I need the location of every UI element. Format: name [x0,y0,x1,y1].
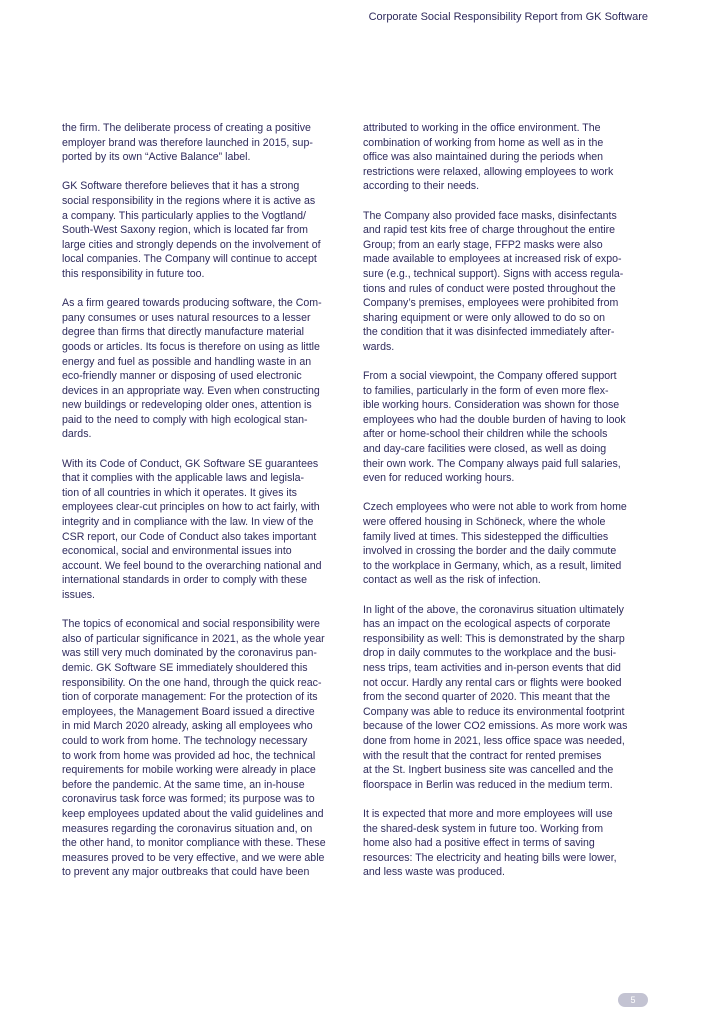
right-text-column [363,121,648,894]
paragraph: With its Code of Conduct, GK Software SE guarantees that it complies with the applicable laws and legisla- tion of all countries in which it operates. It gives its employees clear-cut principles on how to act fairly, with integrity and in compliance with the law. In view of the CSR report, our Code of Conduct also takes important economical, social and environmental issues into account. We feel bound to the overarching national and international standards in order to comply with these issues. [62,457,322,601]
paragraph: the firm. The deliberate process of creating a positive employer brand was therefore launched in 2015, sup- ported by its own “Active Balance” label. [62,122,313,164]
paragraph: It is expected that more and more employees will use the shared-desk system in future too. Working from home also had a positive effect in terms of saving resources: The electricity and heating bills were lower, and less waste was produced. [363,807,617,879]
running-header: Corporate Social Responsibility Report from GK Software [368,11,648,23]
page-number-badge: 5 [618,993,648,1007]
paragraph: In light of the above, the coronavirus situation ultimately has an impact on the ecological aspects of corporate responsibility as well: This is demonstrated by the sharp drop in daily commutes to the workplace and the busi- ness trips, team activities and in-person events that did not occur. Hardly any rental cars or flights were booked from the second quarter of 2020. This meant that the Company was able to reduce its environmental footprint because of the lower CO2 emissions. As more work was done from home in 2021, less office space was needed, with the result that the contract for rented premises at the St. Ingbert business site was cancelled and the floorspace in Berlin was reduced in the medium term. [363,603,628,791]
paragraph: GK Software therefore believes that it has a strong social responsibility in the regions where it is active as a company. This particularly applies to the Vogtland/ South-West Saxony region, which is located far from large cities and strongly depends on the involvement of local companies. The Company will continue to accept this responsibility in future too. [62,180,321,280]
left-text-column [62,121,347,894]
paragraph: From a social viewpoint, the Company offered support to families, particularly in the form of even more flex- ible working hours. Consideration was shown for those employees who had the double burden of having to look after or home-school their children while the schools and day-care facilities were closed, as well as doing their own work. The Company always paid full salaries, even for reduced working hours. [363,370,626,485]
paragraph: attributed to working in the office environment. The combination of working from home as well as in the office was also maintained during the periods when restrictions were relaxed, allowing employees to work according to their needs. [363,122,614,193]
paragraph: As a firm geared towards producing software, the Com- pany consumes or uses natural resources to a lesser degree than firms that directly manufacture material goods or articles. Its focus is therefore on using as little energy and fuel as possible and handling waste in an eco-friendly manner or disposing of used electronic devices in an appropriate way. Even when constructing new buildings or redeveloping older ones, attention is paid to the need to comply with high ecological stan- dards. [62,297,322,441]
paragraph: The Company also provided face masks, disinfectants and rapid test kits free of charge throughout the entire Group; from an early stage, FFP2 masks were also made available to employees at increased risk of expo- sure (e.g., technical support). Signs with access regula- tions and rules of conduct were posted throughout the Company’s premises, employees were prohibited from sharing equipment or were only allowed to do so on the condition that it was disinfected immediately after- wards. [363,209,624,353]
paragraph: The topics of economical and social responsibility were also of particular significance in 2021, as the whole year was still very much dominated by the coronavirus pan- demic. GK Software SE immediately shouldered this responsibility. On the one hand, through the quick reac- tion of corporate management: For the protection of its employees, the Management Board issued a directive in mid March 2020 already, asking all employees who could to work from home. The technology necessary to work from home was provided ad hoc, the technical requirements for mobile working were already in place before the pandemic. At the same time, an in-house coronavirus task force was formed; its purpose was to keep employees updated about the valid guidelines and measures regarding the coronavirus situation and, on the other hand, to monitor compliance with these. These measures proved to be very effective, and we were able to prevent any major outbreaks that could have been [62,618,326,879]
paragraph: Czech employees who were not able to work from home were offered housing in Schöneck, where the whole family lived at times. This sidestepped the difficulties involved in crossing the border and the daily commute to the workplace in Germany, which, as a result, limited contact as well as the risk of infection. [363,501,627,587]
